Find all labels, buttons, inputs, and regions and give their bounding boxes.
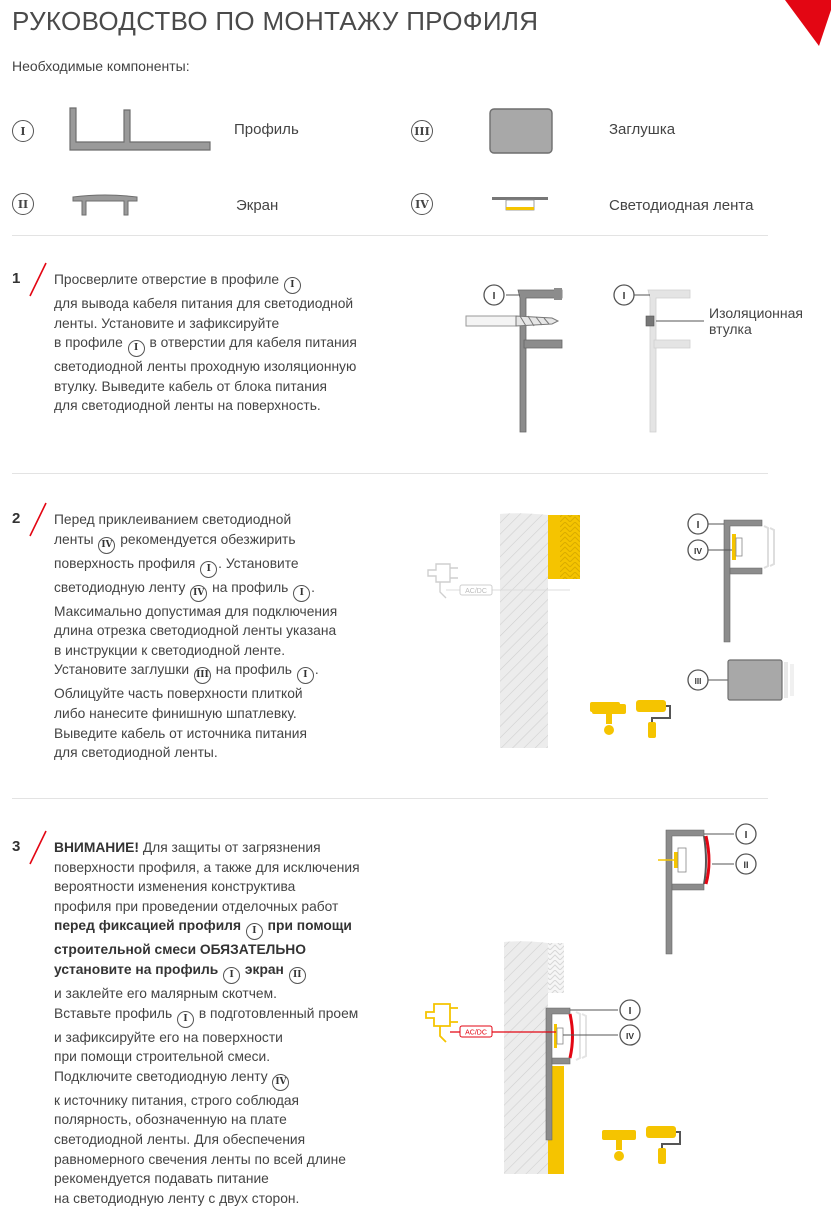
text-span: Установите заглушки — [54, 662, 193, 678]
step-1-text — [54, 270, 357, 416]
text-span: Просверлите отверстие в профиле — [54, 272, 283, 287]
text-span: рекомендуется подавать питание — [54, 1171, 269, 1187]
page-title: РУКОВОДСТВО ПО МОНТАЖУ ПРОФИЛЯ — [12, 6, 539, 36]
text-span: . — [314, 662, 319, 678]
text-span: к источнику питания, строго соблюдая — [54, 1092, 300, 1108]
step-text-line — [54, 743, 337, 763]
step-text-line — [54, 578, 337, 602]
text-span: в профиле — [54, 335, 127, 351]
text-span: Подключите светодиодную ленту — [54, 1068, 272, 1084]
step-text-line — [54, 858, 360, 878]
step-text-line — [54, 838, 360, 858]
component-number-3: III — [411, 120, 433, 142]
component-mark: I — [293, 585, 310, 602]
step-text-line — [54, 530, 337, 554]
step-3-acdc-label: AC/DC — [465, 1029, 487, 1037]
step-2-mark-2: IV — [693, 546, 703, 556]
text-span: для вывода кабеля питания для светодиодной — [54, 296, 354, 311]
text-span: ленты. Установите и зафиксируйте — [54, 315, 280, 331]
step-1-drilling-diagram — [462, 282, 602, 434]
components-heading: Необходимые компоненты: — [12, 58, 190, 74]
step-3-slash-icon — [28, 830, 48, 866]
text-span: в подготовленный проем — [195, 1005, 359, 1021]
text-span: на светодиодную ленту с двух сторон. — [54, 1190, 300, 1206]
text-span: и заклейте его малярным скотчем. — [54, 985, 277, 1001]
text-span: равномерного свечения ленты по всей длине — [54, 1151, 346, 1167]
step-text-line — [54, 621, 337, 641]
component-mark: I — [223, 967, 240, 984]
step-text-line — [54, 984, 360, 1004]
component-mark: I — [284, 277, 301, 294]
step-2-paint-tools-icon — [590, 698, 672, 740]
component-mark: IV — [190, 585, 207, 602]
bold-text: экран — [241, 961, 288, 977]
step-text-line — [54, 877, 360, 897]
step-text-line — [54, 1067, 360, 1091]
step-3-screen-profile-diagram — [656, 822, 766, 956]
step-3-mark-1: I — [744, 830, 748, 841]
step-text-line — [54, 724, 337, 744]
step-text-line — [54, 916, 360, 940]
diffuser-screen-icon — [72, 194, 138, 218]
text-span: поверхности профиля, а также для исключения — [54, 859, 360, 875]
end-cap-icon — [489, 108, 553, 154]
step-1-sleeve-diagram — [606, 282, 706, 434]
text-span: либо нанесите финишную шпатлевку. — [54, 705, 297, 721]
text-span: длина отрезка светодиодной ленты указана — [54, 623, 337, 639]
text-span: при помощи строительной смеси. — [54, 1049, 271, 1065]
component-label-led-strip: Светодиодная лента — [609, 197, 754, 214]
step-text-line — [54, 294, 357, 314]
component-mark: I — [200, 561, 217, 578]
step-2-slash-icon — [28, 502, 48, 538]
step-3-mark-3: I — [628, 1006, 632, 1017]
bold-text: установите на профиль — [54, 961, 223, 977]
text-span: на профиль — [208, 579, 293, 595]
component-label-end-cap: Заглушка — [609, 121, 676, 138]
step-text-line — [54, 960, 360, 984]
text-span: вероятности изменения конструктива — [54, 879, 296, 895]
component-mark: II — [289, 967, 306, 984]
profile-icon — [68, 104, 212, 156]
step-text-line — [54, 641, 337, 661]
step-text-line — [54, 602, 337, 622]
step-text-line — [54, 1091, 360, 1111]
step-2-text — [54, 510, 337, 763]
text-span: Перед приклеиванием светодиодной — [54, 512, 292, 527]
text-span: Облицуйте часть поверхности плиткой — [54, 686, 303, 702]
text-span: . Установите — [218, 555, 299, 571]
component-label-profile: Профиль — [234, 121, 299, 138]
step-1-slash-icon — [28, 262, 48, 298]
component-number-2: II — [12, 193, 34, 215]
step-1-mark-1: I — [492, 291, 496, 302]
step-2-led-profile-diagram — [678, 512, 778, 646]
text-span: . — [311, 579, 316, 595]
text-span: рекомендуется обезжирить — [116, 531, 296, 547]
step-3-paint-tools-icon — [600, 1124, 682, 1166]
component-number-4: IV — [411, 193, 433, 215]
step-3-number: 3 — [12, 838, 21, 855]
divider — [12, 473, 768, 474]
bold-text: перед фиксацией профиля — [54, 918, 245, 934]
step-2-mark-1: I — [696, 520, 700, 531]
step-text-line — [54, 357, 357, 377]
step-2-wall-diagram — [420, 512, 600, 750]
text-span: поверхность профиля — [54, 555, 200, 571]
step-text-line — [54, 684, 337, 704]
text-span: Выведите кабель от источника питания — [54, 725, 307, 741]
step-2-acdc-label: AC/DC — [465, 588, 487, 595]
step-text-line — [54, 704, 337, 724]
step-text-line — [54, 333, 357, 357]
component-mark: I — [297, 667, 314, 684]
step-text-line — [54, 1110, 360, 1130]
bold-text: при помощи — [263, 918, 352, 934]
text-span: для светодиодной ленты. — [54, 745, 218, 761]
component-mark: IV — [98, 537, 115, 554]
step-text-line — [54, 510, 337, 530]
step-text-line — [54, 270, 357, 294]
step-text-line — [54, 1130, 360, 1150]
step-text-line — [54, 1169, 360, 1189]
insulating-sleeve-label: Изоляционная втулка — [709, 305, 804, 337]
divider — [12, 798, 768, 799]
step-1-number: 1 — [12, 270, 21, 287]
component-mark: I — [128, 340, 145, 357]
component-label-screen: Экран — [236, 197, 279, 214]
step-1-mark-2: I — [622, 291, 626, 302]
text-span: в отверстии для кабеля питания — [145, 335, 357, 351]
step-3-mark-2: II — [743, 860, 749, 870]
step-2-number: 2 — [12, 510, 21, 527]
step-text-line — [54, 897, 360, 917]
text-span: в инструкции к светодиодной ленте. — [54, 642, 286, 658]
led-strip-icon — [492, 195, 548, 215]
step-text-line — [54, 1004, 360, 1028]
step-2-end-cap-diagram — [678, 658, 808, 702]
text-span: светодиодной ленты. Для обеспечения — [54, 1131, 306, 1147]
text-span: ленты — [54, 531, 98, 547]
text-span: Для защиты от загрязнения — [138, 840, 321, 855]
component-number-1: I — [12, 120, 34, 142]
step-text-line — [54, 660, 337, 684]
text-span: светодиодной ленты проходную изоляционную — [54, 359, 357, 375]
step-text-line — [54, 314, 357, 334]
step-3-text — [54, 838, 360, 1208]
step-2-mark-3: III — [694, 677, 702, 686]
text-span: на профиль — [211, 662, 296, 678]
step-text-line — [54, 1150, 360, 1170]
step-text-line — [54, 940, 360, 960]
step-text-line — [54, 554, 337, 578]
step-3-mark-4: IV — [625, 1031, 635, 1041]
text-span: светодиодную ленту — [54, 579, 190, 595]
step-text-line — [54, 1028, 360, 1048]
bold-text: ВНИМАНИЕ! — [54, 840, 139, 855]
component-mark: I — [177, 1011, 194, 1028]
component-mark: IV — [272, 1074, 289, 1091]
step-text-line — [54, 377, 357, 397]
text-span: и зафиксируйте его на поверхности — [54, 1029, 283, 1045]
text-span: Максимально допустимая для подключения — [54, 603, 338, 619]
text-span: Вставьте профиль — [54, 1005, 176, 1021]
step-text-line — [54, 396, 357, 416]
text-span: для светодиодной ленты на поверхность. — [54, 398, 321, 414]
text-span: профиля при проведении отделочных работ — [54, 898, 339, 914]
text-span: полярность, обозначенную на плате — [54, 1112, 287, 1128]
component-mark: I — [246, 923, 263, 940]
text-span: втулку. Выведите кабель от блока питания — [54, 378, 327, 394]
divider — [12, 235, 768, 236]
step-text-line — [54, 1047, 360, 1067]
component-mark: III — [194, 667, 211, 684]
corner-red-triangle-icon — [741, 0, 831, 46]
step-text-line — [54, 1189, 360, 1209]
bold-text: строительной смеси ОБЯЗАТЕЛЬНО — [54, 942, 306, 958]
